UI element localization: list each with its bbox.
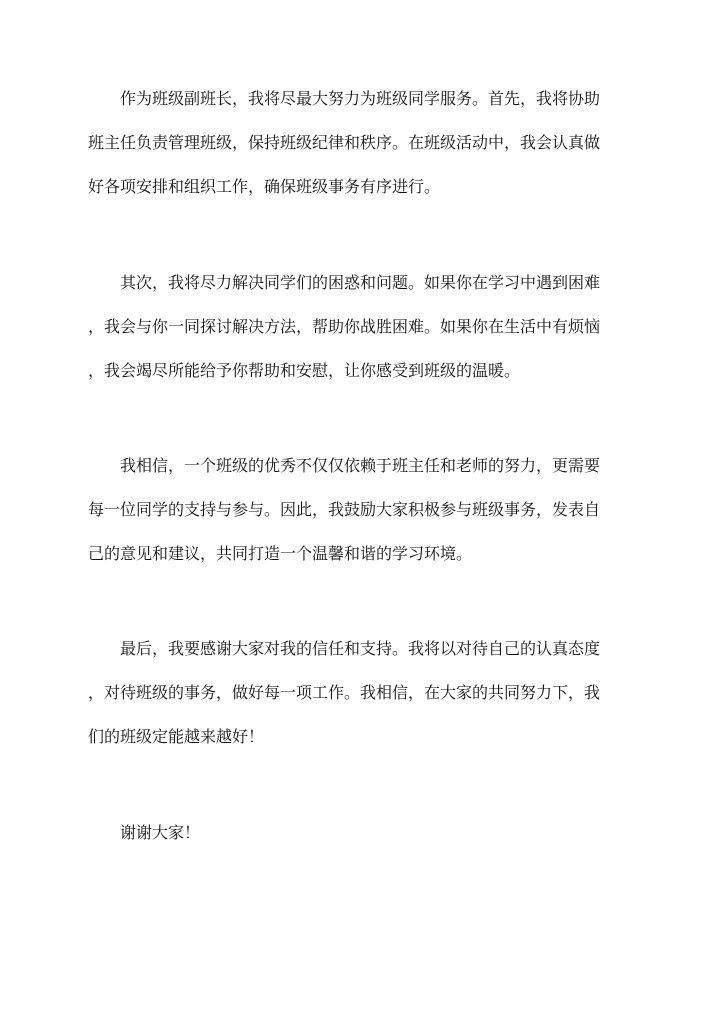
paragraph-2-line-1: 其次，我将尽力解决同学们的困惑和问题。如果你在学习中遇到困难 bbox=[120, 273, 601, 292]
paragraph-1-line-3: 好各项安排和组织工作，确保班级事务有序进行。 bbox=[88, 177, 441, 196]
closing-line: 谢谢大家！ bbox=[120, 823, 201, 842]
paragraph-2-line-2: ，我会与你一同探讨解决方法，帮助你战胜困难。如果你在生活中有烦恼 bbox=[88, 317, 601, 336]
paragraph-4-line-1: 最后，我要感谢大家对我的信任和支持。我将以对待自己的认真态度 bbox=[120, 639, 601, 658]
paragraph-3-line-2: 每一位同学的支持与参与。因此，我鼓励大家积极参与班级事务，发表自 bbox=[88, 500, 601, 519]
paragraph-4-line-3: 们的班级定能越来越好！ bbox=[88, 727, 265, 746]
paragraph-4-line-2: ，对待班级的事务，做好每一项工作。我相信，在大家的共同努力下，我 bbox=[88, 683, 601, 702]
paragraph-3-line-3: 己的意见和建议，共同打造一个温馨和谐的学习环境。 bbox=[88, 544, 473, 563]
paragraph-3-line-1: 我相信，一个班级的优秀不仅仅依赖于班主任和老师的努力，更需要 bbox=[120, 456, 601, 475]
paragraph-1-line-2: 班主任负责管理班级，保持班级纪律和秩序。在班级活动中，我会认真做 bbox=[88, 133, 601, 152]
paragraph-2-line-3: ，我会竭尽所能给予你帮助和安慰，让你感受到班级的温暖。 bbox=[88, 361, 521, 380]
paragraph-1-line-1: 作为班级副班长，我将尽最大努力为班级同学服务。首先，我将协助 bbox=[120, 89, 601, 108]
